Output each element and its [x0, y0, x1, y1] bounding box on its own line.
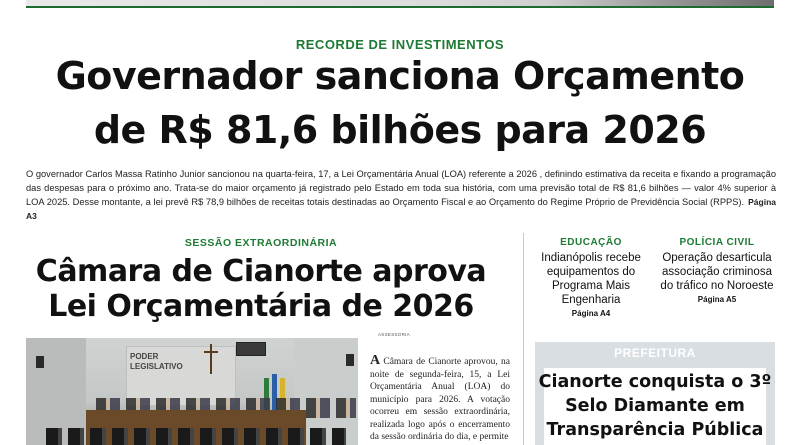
second-story-kicker: SESSÃO EXTRAORDINÁRIA	[184, 237, 338, 249]
main-headline-line1[interactable]: Governador sanciona Orçamento	[55, 54, 745, 98]
second-story-body	[370, 355, 510, 444]
prefeitura-headline[interactable]: Cianorte conquista o 3º Selo Diamante em Transparência Pública	[538, 372, 772, 440]
sidebar-kicker: EDUCAÇÃO	[560, 237, 622, 248]
photo-credit: ASSESSORIA	[378, 332, 411, 337]
dropcap: A	[370, 353, 381, 368]
top-photo-strip	[0, 0, 800, 8]
section-rule	[26, 6, 774, 8]
main-story-page-ref: Página A3	[26, 197, 776, 221]
body-text: Câmara de Cianorte aprovou, na noite de segunda-feira, 15, a Lei Orçamentária Anual (LOA) do município para 2026. A votação ocorreu em sessão extraordinária, realizada logo após o encerramento da sessão ordinária do dia, e permite	[370, 357, 510, 442]
main-story-lead	[26, 167, 776, 223]
speaker-icon	[36, 356, 44, 368]
council-session-photo	[26, 338, 358, 445]
prefeitura-box[interactable]	[535, 342, 775, 445]
legislative-sign: PODER LEGISLATIVO	[130, 352, 183, 371]
sidebar-headline[interactable]: Operação desarticula associação criminosa do tráfico no Noroeste	[660, 252, 774, 292]
sidebar-page-ref: Página A4	[571, 309, 611, 318]
sidebar-kicker: POLÍCIA CIVIL	[679, 237, 755, 248]
sidebar-page-ref: Página A5	[697, 295, 737, 304]
sidebar-headline[interactable]: Indianópolis recebe equipamentos do Programa Mais Engenharia	[541, 252, 641, 306]
lead-text: O governador Carlos Massa Ratinho Junior sancionou na quarta-feira, 17, a Lei Orçamentária Anual (LOA) referente a 2026 , definindo estimativa da receita e fixando a programação das despesas para o próximo ano. Trata-se do maior orçamento já registrado pelo Estado em toda sua história, com uma previsão total de R$ 81,6 bilhões — valor 4% superior à LOA 2025. Desse montante, a lei prevê R$ 78,9 bilhões de receitas totais destinadas ao Orçamento Fiscal e ao Orçamento do Regime Próprio de Previdência Social (RPPS).	[26, 169, 776, 207]
second-headline-line1[interactable]: Câmara de Cianorte aprova	[35, 254, 487, 289]
column-divider	[523, 233, 524, 445]
sidebar-item-educacao[interactable]	[529, 237, 653, 318]
prefeitura-label: PREFEITURA	[614, 346, 696, 360]
main-story-kicker: RECORDE DE INVESTIMENTOS	[295, 37, 505, 52]
speaker-icon	[346, 354, 354, 366]
crucifix-icon	[204, 344, 218, 374]
tv-screen	[236, 342, 266, 356]
main-headline-line2[interactable]: de R$ 81,6 bilhões para 2026	[93, 108, 707, 152]
second-headline-line2[interactable]: Lei Orçamentária de 2026	[48, 289, 474, 324]
audience-chairs	[46, 428, 346, 445]
sidebar-item-policia-civil[interactable]	[655, 237, 779, 304]
